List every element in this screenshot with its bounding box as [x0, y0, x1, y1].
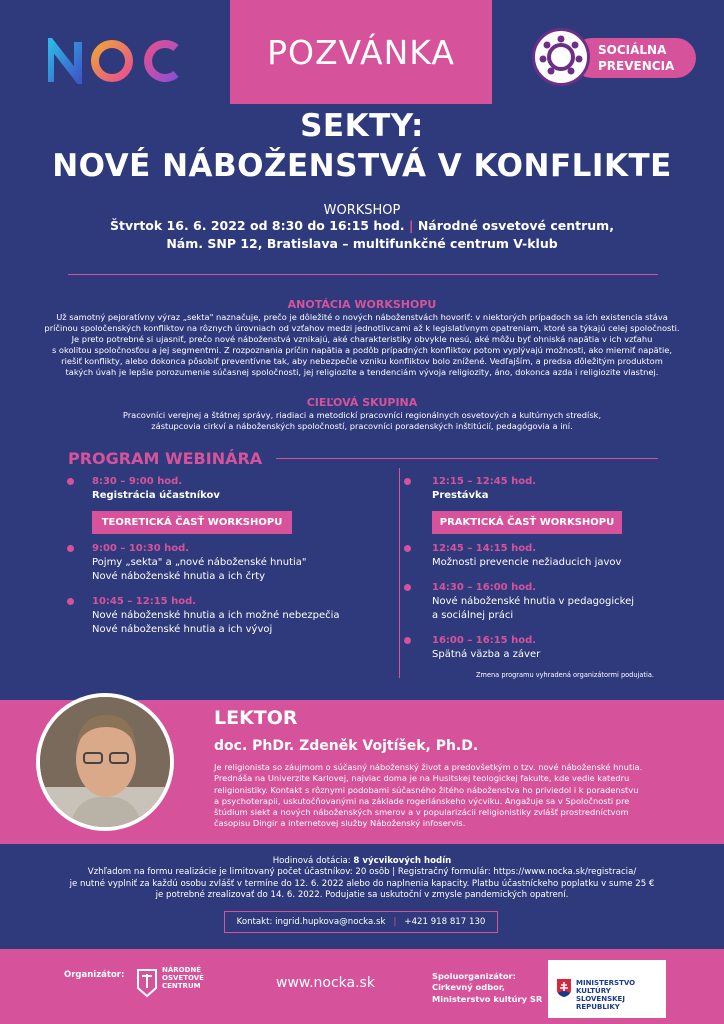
pozvanka-banner [230, 0, 492, 104]
people-circle-icon [532, 28, 590, 86]
divider [68, 274, 658, 275]
ciel-heading: CIEĽOVÁ SKUPINA [306, 396, 418, 409]
website-link[interactable]: www.nocka.sk [276, 975, 375, 991]
ciel-text: Pracovníci verejnej a štátnej správy, riadiaci a metodickí pracovníci regionálnych osvetových a kultúrnych stredísk, zástupcovia cirkví a náboženských spoločností, pracovníci poradenských inštitúcií, pedagógovia a iní. [122, 410, 602, 432]
program-note: Zmena programu vyhradená organizátormi podujatia. [476, 671, 654, 679]
noc-footer-logo: NÁRODNÉ OSVETOVÉ CENTRUM [162, 966, 204, 990]
anotacia-text: Už samotný pejoratívny výraz „sekta" naznačuje, prečo je dôležité o nových náboženstvách hovoriť: v niektorých prípadoch sa ich existencia stáva príčinou spoločenských konfliktov na rôznych úrovniach od vzťahov medzi jednotlivcami až k legislatívnym opatreniam, ktoré sa týkajú celej spoločnosti. Je preto potrebné si ujasniť, prečo nové náboženstvá vznikajú, aké charakteristiky obvykle nesú, aké môžu byť ohniská napätia v ich vzťahu s okolitou spoločnosťou a jej segmentmi. Z rozpoznania príčin napätia a podôb prípadných konfliktov potom vyplývajú možnosti, ako mierniť napätie, riešiť konflikty, alebo dokonca pôsobiť preventívne tak, aby nebezpečie vzniku konfliktov bolo znížené. Vedľajším, a predsa dôležitým produktom takých úvah je lepšie porozumenie súčasnej spoločnosti, jej religiozite a tendenciám vývoja religiozity, áno, dokonca azda i religiozite vlastnej. [44, 312, 680, 378]
bullet-icon [404, 637, 411, 644]
tag-prakticka: PRAKTICKÁ ČASŤ WORKSHOPU [432, 511, 622, 534]
program-item: 16:00 – 16:15 hod. Spätná väzba a záver [432, 635, 541, 660]
separator: | [393, 917, 397, 927]
contact-box [224, 911, 498, 933]
bullet-icon [404, 545, 411, 552]
bullet-icon [404, 478, 411, 485]
bullet-icon [67, 545, 74, 552]
program-title: PROGRAM WEBINÁRA [68, 449, 263, 468]
info-text: Hodinová dotácia: 8 výcvikových hodín Vzhľadom na formu realizácie je limitovaný počet účastníkov: 20 osôb | Registračný formulár: https://www.nocka.sk/registracia/ je nutné vyplniť za každú osobu zvlášť v termíne do 12. 6. 2022 alebo do naplnenia kapacity. Platbu účastníckeho poplatku v sume 25 € je potrebné zrealizovať do 14. 6. 2022. Podujatie sa uskutoční v zmysle pandemických opatrení. [69, 856, 655, 900]
event-type: WORKSHOP [323, 203, 401, 218]
program-item: 9:00 – 10:30 hod. Pojmy „sekta" a „nové náboženské hnutia" Nové náboženské hnutia a ich črty [92, 543, 307, 582]
divider [276, 458, 658, 459]
organizer-label: Organizátor: [64, 970, 125, 980]
program-item: 10:45 – 12:15 hod. Nové náboženské hnutia a ich možné nebezpečia Nové náboženské hnutia a ich vývoj [92, 596, 340, 635]
title-line-2: NOVÉ NÁBOŽENSTVÁ V KONFLIKTE [52, 148, 672, 184]
ministry-logo: MINISTERSTVO KULTÚRY SLOVENSKEJ REPUBLIKY [548, 960, 666, 1018]
bullet-icon [67, 478, 74, 485]
event-date: Štvrtok 16. 6. 2022 od 8:30 do 16:15 hod. [110, 218, 405, 233]
anotacia-heading: ANOTÁCIA WORKSHOPU [287, 298, 437, 311]
noc-logo [48, 38, 180, 84]
event-address: Nám. SNP 12, Bratislava – multifunkčné centrum V-klub [166, 236, 558, 251]
lektor-heading: LEKTOR [214, 707, 298, 729]
co-organizer: Spoluorganizátor: Cirkevný odbor, Ministerstvo kultúry SR [432, 971, 543, 1004]
slovak-crest-icon [556, 978, 572, 998]
contact-email[interactable]: Kontakt: ingrid.hupkova@nocka.sk [236, 917, 386, 927]
column-divider [399, 468, 400, 678]
program-item: 12:15 – 12:45 hod. Prestávka [432, 476, 537, 501]
tag-teoreticka: TEORETICKÁ ČASŤ WORKSHOPU [92, 511, 292, 534]
separator: | [408, 218, 414, 233]
program-item: 12:45 – 14:15 hod. Možnosti prevencie nežiaducich javov [432, 543, 622, 568]
lektor-photo [36, 693, 174, 831]
socialna-prevencia-badge [532, 28, 700, 86]
program-item: 14:30 – 16:00 hod. Nové náboženské hnutia v pedagogickej a sociálnej práci [432, 582, 635, 621]
noc-crest-icon [136, 968, 158, 998]
contact-phone[interactable]: +421 918 817 130 [404, 917, 486, 927]
pozvanka-text: POZVÁNKA [267, 32, 455, 72]
lektor-bio: Je religionista so záujmom o súčasný náboženský život a predovšetkým o tzv. nové náboženské hnutia. Prednáša na Univerzite Karlovej, najviac doma je na Husitskej teologickej fakulte, kde vedie katedru religionistiky. Kontakt s rôznymi podobami súčasného žitého náboženstva ho priviedol i k poradenstvu a psychoterapii, uskutočňovanými na základe rogeriánskeho výcviku. Angažuje sa v Spoločnosti pre štúdium siekt a nových náboženských smerov a v popularizácii religionistiky zvlášť prostredníctvom časopisu Dingir a internetovej služby Náboženský infoservis. [214, 762, 643, 829]
socialna-label: SOCIÁLNA [598, 43, 667, 57]
bullet-icon [67, 598, 74, 605]
event-date-line [0, 218, 724, 233]
title-line-1: SEKTY: [300, 108, 424, 144]
event-venue: Národné osvetové centrum, [417, 218, 614, 233]
program-item: 8:30 – 9:00 hod. Registrácia účastníkov [92, 476, 220, 501]
bullet-icon [404, 584, 411, 591]
lektor-name: doc. PhDr. Zdeněk Vojtíšek, Ph.D. [214, 738, 479, 754]
prevencia-label: PREVENCIA [598, 59, 675, 73]
